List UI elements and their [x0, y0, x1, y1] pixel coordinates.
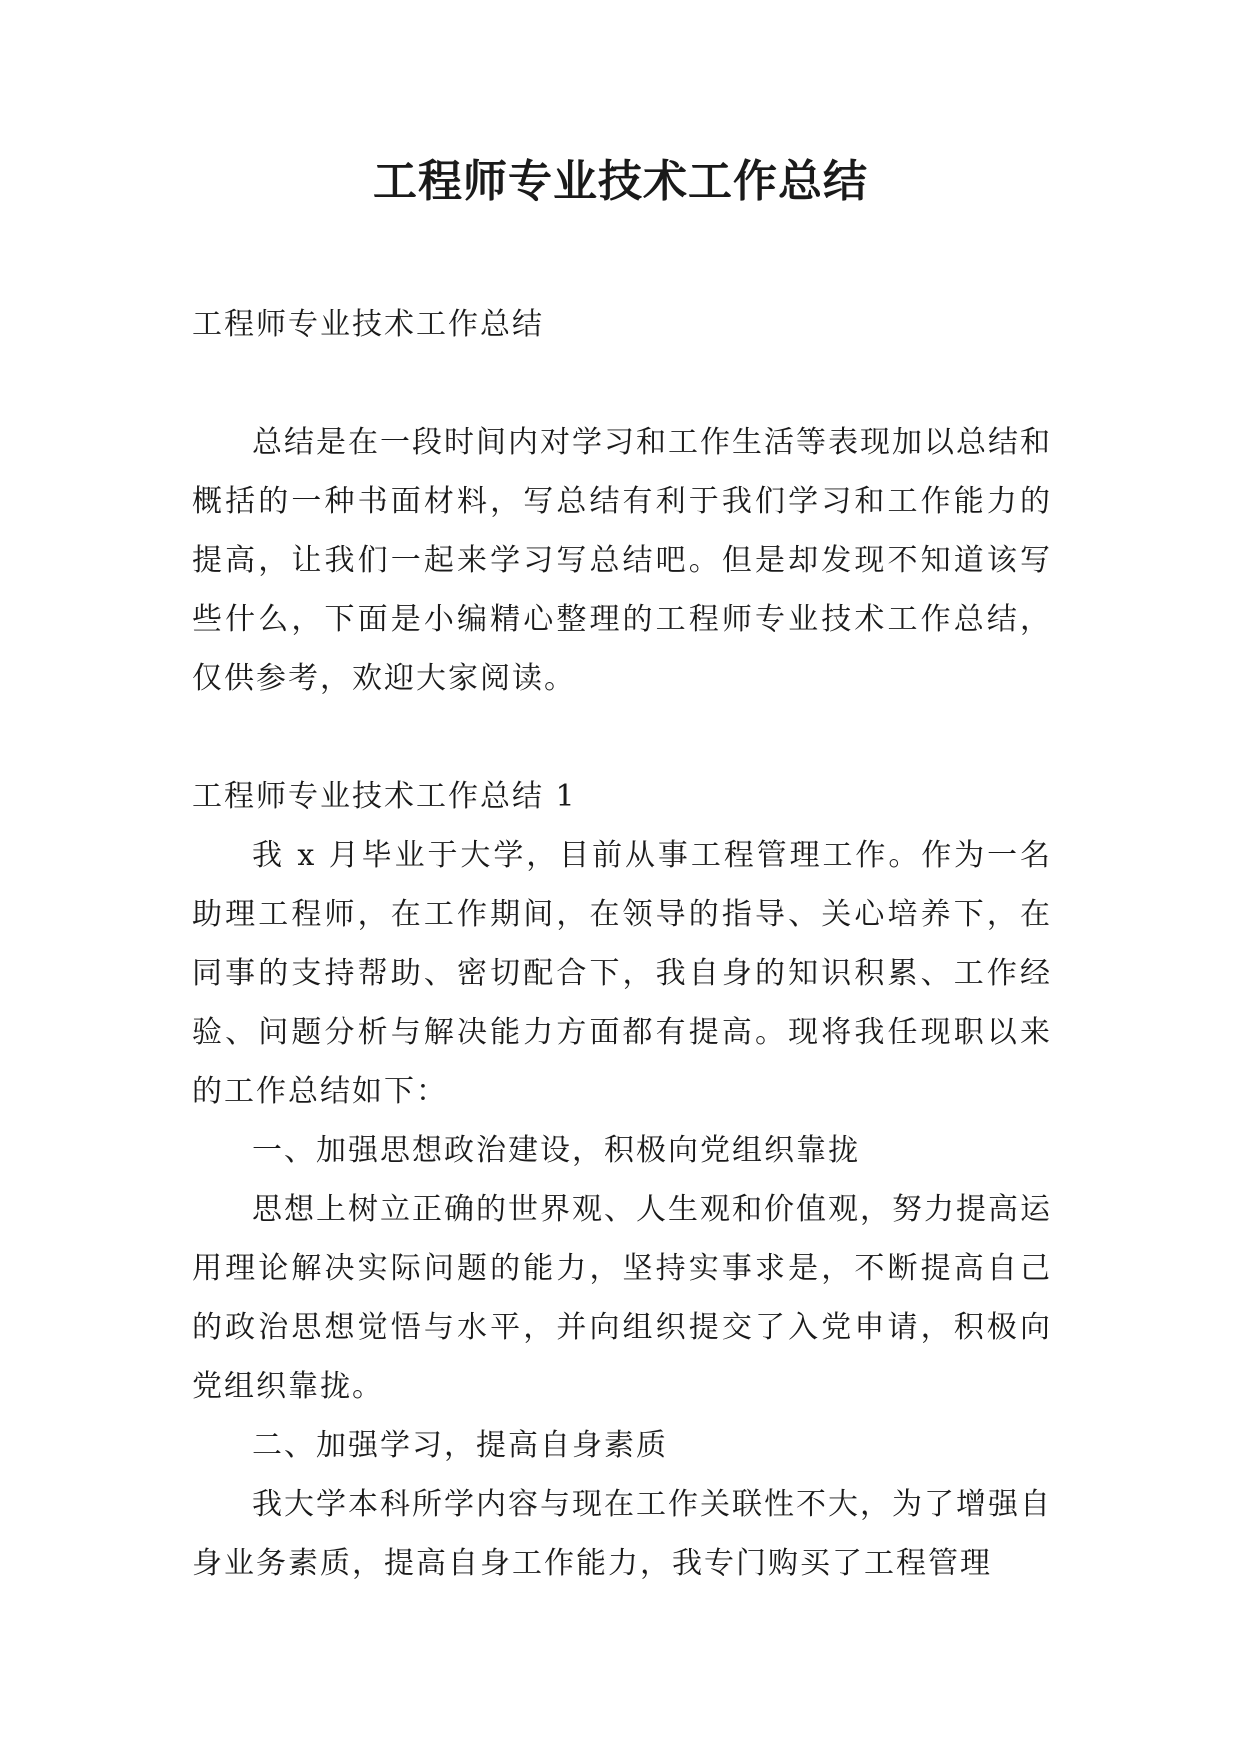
section-heading: 工程师专业技术工作总结 1 — [192, 779, 577, 814]
point-heading-1: 一、加强思想政治建设，积极向党组织靠拢 — [252, 1133, 860, 1168]
point-body-2: 我大学本科所学内容与现在工作关联性不大，为了增强自身业务素质，提高自身工作能力，我专门购买了工程管理 — [192, 1487, 1052, 1581]
subtitle-line: 工程师专业技术工作总结 — [192, 307, 544, 342]
document-body — [192, 295, 1052, 1593]
point-heading-2: 二、加强学习，提高自身素质 — [252, 1428, 668, 1463]
document-title: 工程师专业技术工作总结 — [373, 156, 868, 207]
point-body-1: 思想上树立正确的世界观、人生观和价值观，努力提高运用理论解决实际问题的能力，坚持实事求是，不断提高自己的政治思想觉悟与水平，并向组织提交了入党申请，积极向党组织靠拢。 — [192, 1192, 1052, 1404]
section-paragraph: 我 x 月毕业于大学，目前从事工程管理工作。作为一名助理工程师，在工作期间，在领导的指导、关心培养下，在同事的支持帮助、密切配合下，我自身的知识积累、工作经验、问题分析与解决能力方面都有提高。现将我任现职以来的工作总结如下： — [192, 838, 1052, 1109]
intro-paragraph: 总结是在一段时间内对学习和工作生活等表现加以总结和概括的一种书面材料，写总结有利于我们学习和工作能力的提高，让我们一起来学习写总结吧。但是却发现不知道该写些什么，下面是小编精心整理的工程师专业技术工作总结，仅供参考，欢迎大家阅读。 — [192, 425, 1052, 696]
